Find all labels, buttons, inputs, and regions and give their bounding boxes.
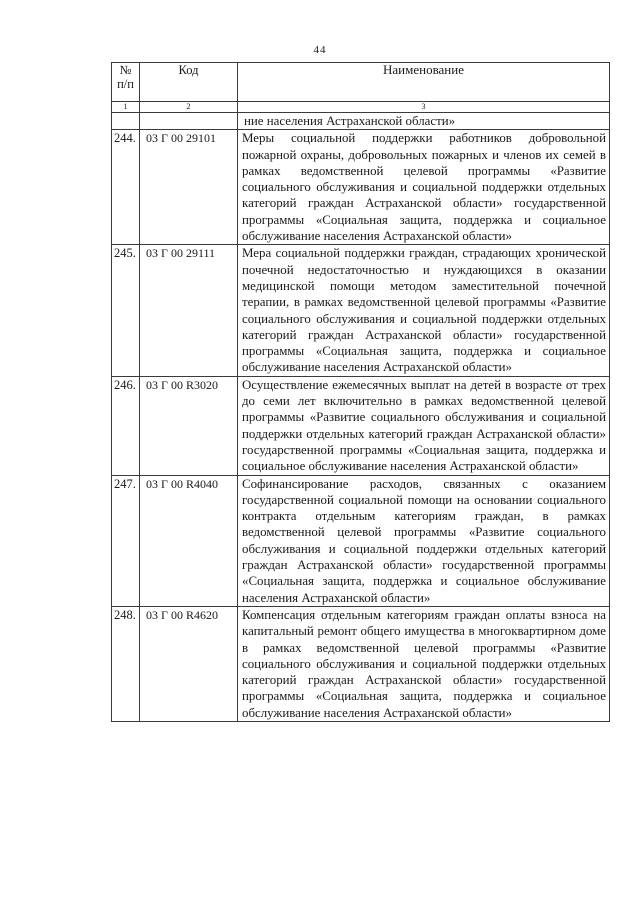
row-code: 03 Г 00 29111 xyxy=(140,245,238,376)
column-number: 1 xyxy=(112,102,140,113)
column-number: 3 xyxy=(238,102,610,113)
column-number: 2 xyxy=(140,102,238,113)
header-name: Наименование xyxy=(238,63,610,102)
budget-classification-table xyxy=(111,62,610,722)
table-row xyxy=(112,245,610,376)
table-row xyxy=(112,376,610,475)
row-code: 03 Г 00 R3020 xyxy=(140,376,238,475)
table-row xyxy=(112,606,610,721)
row-name: Мера социальной поддержки граждан, страдающих хронической почечной недостаточностью и нуждающихся в оказании медицинской помощи методом заместительной почечной терапии, в рамках ведомственной целевой программы «Развитие социального обслуживания и социальной поддержки отдельных категорий граждан Астраханской области» государственной программы «Социальная защита, поддержка и социальное обслуживание населения Астраханской области» xyxy=(238,245,610,376)
table-row xyxy=(112,475,610,606)
page-number: 44 xyxy=(313,44,327,56)
row-name: Меры социальной поддержки работников добровольной пожарной охраны, добровольных пожарных и членов их семей в рамках ведомственной целевой программы «Развитие социального обслуживания и социальной поддержки отдельных категорий граждан Астраханской области» государственной программы «Социальная защита, поддержка и социальное обслуживание населения Астраханской области» xyxy=(238,130,610,245)
continuation-row xyxy=(112,113,610,130)
row-code: 03 Г 00 R4040 xyxy=(140,475,238,606)
column-number-row xyxy=(112,102,610,113)
row-code: 03 Г 00 29101 xyxy=(140,130,238,245)
row-number: 244. xyxy=(112,130,140,245)
row-code: 03 Г 00 R4620 xyxy=(140,606,238,721)
continuation-text: ние населения Астраханской области» xyxy=(238,113,610,130)
table-row xyxy=(112,130,610,245)
header-number: № п/п xyxy=(112,63,140,102)
header-code: Код xyxy=(140,63,238,102)
row-name: Компенсация отдельным категориям граждан оплаты взноса на капитальный ремонт общего имущества в многоквартирном доме в рамках ведомственной целевой программы «Развитие социального обслуживания и социальной поддержки отдельных категорий граждан Астраханской области» государственной программы «Социальная защита, поддержка и социальное обслуживание населения Астраханской области» xyxy=(238,606,610,721)
row-number: 246. xyxy=(112,376,140,475)
row-number: 247. xyxy=(112,475,140,606)
table-header-row xyxy=(112,63,610,102)
row-name: Осуществление ежемесячных выплат на детей в возрасте от трех до семи лет включительно в рамках ведомственной целевой программы «Развитие социального обслуживания и социальной поддержки отдельных категорий граждан Астраханской области» государственной программы «Социальная защита, поддержка и социальное обслуживание населения Астраханской области» xyxy=(238,376,610,475)
row-number: 248. xyxy=(112,606,140,721)
row-number: 245. xyxy=(112,245,140,376)
row-name: Софинансирование расходов, связанных с оказанием государственной социальной помощи на основании социального контракта отдельным категориям граждан, в рамках ведомственной целевой программы «Развитие социального обслуживания и социальной поддержки отдельных категорий граждан Астраханской области» государственной программы «Социальная защита, поддержка и социальное обслуживание населения Астраханской области» xyxy=(238,475,610,606)
